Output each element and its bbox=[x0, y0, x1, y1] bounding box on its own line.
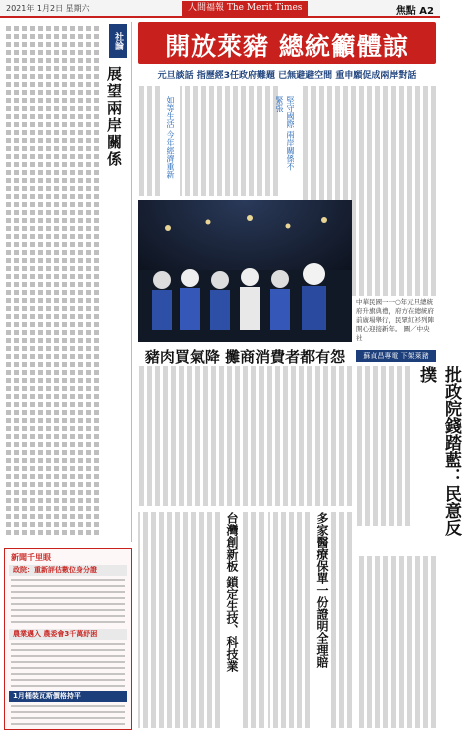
executive-article-text bbox=[356, 366, 410, 526]
lead-photo bbox=[138, 200, 352, 342]
executive-article-text bbox=[356, 556, 436, 728]
brief-heading: 政院：重新評估數位身分證 bbox=[9, 565, 127, 576]
text-line bbox=[46, 26, 51, 536]
lead-article-text bbox=[180, 86, 278, 196]
issue-date: 2021年 1月2日 星期六 bbox=[6, 4, 90, 13]
text-line bbox=[78, 26, 83, 536]
text-line bbox=[54, 26, 59, 536]
editorial-body bbox=[6, 26, 102, 536]
executive-headline: 批政院錢踏藍：民意反撲 bbox=[416, 366, 461, 536]
insurance-article-text bbox=[268, 512, 310, 728]
text-line bbox=[22, 26, 27, 536]
text-line bbox=[62, 26, 67, 536]
lead-headline-banner bbox=[138, 22, 436, 64]
newspaper-logo: 人間福報 The Merit Times bbox=[182, 1, 308, 16]
brief-text bbox=[11, 579, 125, 625]
text-line bbox=[14, 26, 19, 536]
text-line bbox=[30, 26, 35, 536]
editorial-tag: 社論 bbox=[109, 24, 127, 58]
text-line bbox=[86, 26, 91, 536]
lead-headline: 開放萊豬 總統籲體諒 bbox=[165, 32, 409, 61]
pork-headline: 豬肉買氣降 攤商消費者都有怨 bbox=[144, 348, 346, 366]
pork-article-text bbox=[138, 366, 352, 506]
text-line bbox=[94, 26, 99, 536]
editorial-title: 展望兩岸關係 bbox=[105, 66, 123, 168]
text-line bbox=[6, 26, 11, 536]
brief-heading: 農業邁入 農委會3千萬紓困 bbox=[9, 629, 127, 640]
news-briefs-title: 新聞千里眼 bbox=[11, 553, 51, 562]
section-ribbon: 蘇貞昌專電 下架萊豬 bbox=[356, 350, 436, 362]
insurance-headline: 多家醫療保單一份證明全理賠 bbox=[315, 512, 329, 668]
news-briefs-box bbox=[4, 548, 132, 730]
section-label: 焦點 A2 bbox=[395, 6, 434, 17]
insurance-article-text bbox=[330, 512, 352, 728]
text-line bbox=[70, 26, 75, 536]
lead-subhead: 元旦談話 指歷經3任政府難題 已無避避空間 重申願促成兩岸對話 bbox=[157, 71, 417, 81]
cyclists-photo-illustration bbox=[138, 200, 352, 342]
pull-quote: 如等生活 今年經濟重新 bbox=[166, 96, 175, 179]
brief-text bbox=[11, 643, 125, 687]
brief-text bbox=[11, 705, 125, 727]
photo-caption: 中華民國一一○年元旦總統府升旗典禮，府方在總統府前廣場舉行，民眾紅衫列陣開心迎接新年。 圖／中央社 bbox=[356, 298, 434, 342]
innovation-article-text bbox=[138, 512, 220, 728]
text-line bbox=[38, 26, 43, 536]
lead-article-text bbox=[138, 86, 160, 196]
innovation-article-text bbox=[242, 512, 264, 728]
innovation-headline: 台灣創新板 鎖定生技、科技業 bbox=[225, 512, 239, 673]
brief-heading: 1月桶裝瓦斯價格持平 bbox=[9, 691, 127, 702]
page-header bbox=[0, 0, 440, 18]
pull-quote: 堅守國際 兩岸關係不緊張 bbox=[275, 96, 295, 171]
editorial-column bbox=[4, 22, 132, 542]
